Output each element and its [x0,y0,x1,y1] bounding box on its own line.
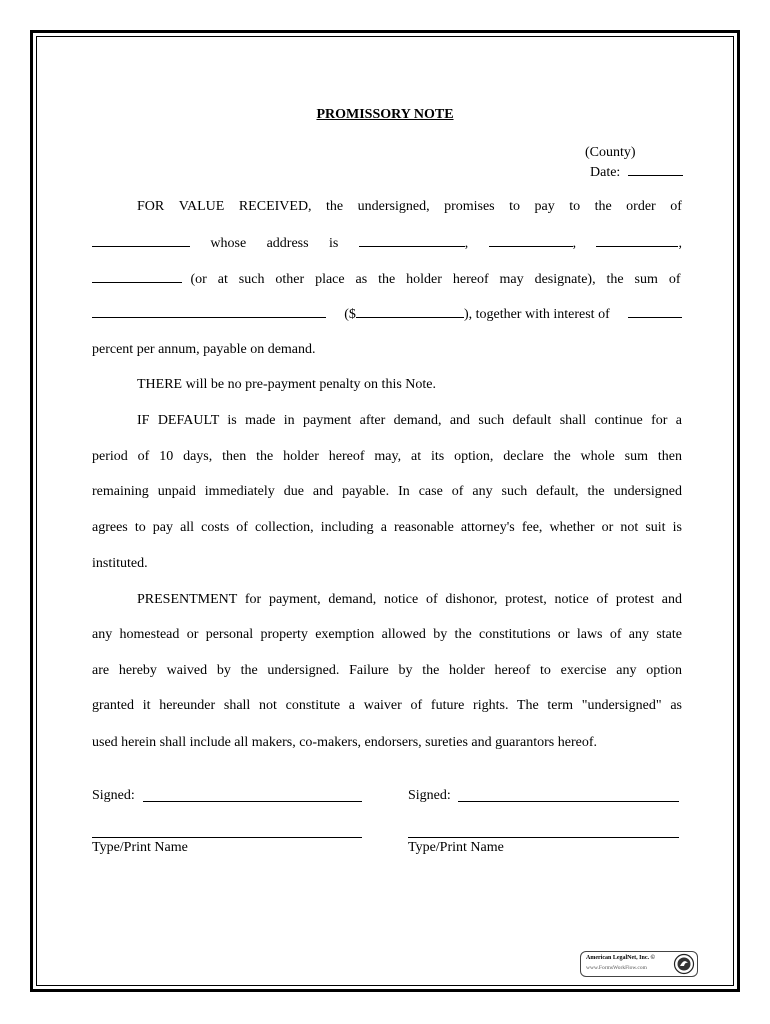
right-print-name-line[interactable] [408,837,679,838]
left-print-name-label: Type/Print Name [92,840,188,855]
county-label: (County) [585,145,636,160]
p3-line-3: remaining unpaid immediately due and payable. In case of any such default, the undersigned [92,484,682,499]
publisher-name: American LegalNet, Inc. © [586,955,655,961]
date-blank[interactable] [628,163,683,176]
p4-line-2: any homestead or personal property exemption allowed by the constitutions or laws of any state [92,627,682,642]
left-signed-label: Signed: [92,788,135,803]
p4-line-4: granted it hereunder shall not constitute a waiver of future rights. The term "undersigned" as [92,698,682,713]
sum-words-blank[interactable] [92,305,326,318]
publisher-badge [580,951,698,977]
date-field [590,163,683,181]
address-city-blank[interactable] [489,234,573,247]
p4-line-1: PRESENTMENT for payment, demand, notice of dishonor, protest, notice of protest and [137,592,682,607]
p3-line-5: instituted. [92,556,148,571]
address-zip-blank[interactable] [92,270,182,283]
payee-name-blank[interactable] [92,234,190,247]
publisher-logo-icon [673,953,695,975]
right-print-name-label: Type/Print Name [408,840,504,855]
p1-line-1: FOR VALUE RECEIVED, the undersigned, promises to pay to the order of [137,199,682,214]
left-print-name-line[interactable] [92,837,362,838]
address-street-blank[interactable] [359,234,465,247]
p4-line-3: are hereby waived by the undersigned. Failure by the holder hereof to exercise any option [92,663,682,678]
p1-line-3: (or at such other place as the holder hereof may designate), the sum of [92,270,682,288]
p1-line-2: whose address is , , , [92,234,682,252]
sum-amount-blank[interactable] [356,305,464,318]
document-title: PROMISSORY NOTE [316,107,454,122]
right-signed-label: Signed: [408,788,451,803]
right-signature-line[interactable] [458,801,679,802]
p1-line-4: ($ ), together with interest of [92,305,682,323]
address-state-blank[interactable] [596,234,678,247]
p2-line: THERE will be no pre-payment penalty on this Note. [137,377,436,392]
p3-line-2: period of 10 days, then the holder hereof may, at its option, declare the whole sum then [92,449,682,464]
p3-line-1: IF DEFAULT is made in payment after demand, and such default shall continue for a [137,413,682,428]
p4-line-5: used herein shall include all makers, co-makers, endorsers, sureties and guarantors hereof. [92,735,597,750]
p1-line-5: percent per annum, payable on demand. [92,342,316,357]
interest-rate-blank[interactable] [628,305,682,318]
date-label: Date: [590,165,621,180]
left-signature-line[interactable] [143,801,362,802]
p3-line-4: agrees to pay all costs of collection, including a reasonable attorney's fee, whether or not suit is [92,520,682,535]
publisher-url: www.FormsWorkFlow.com [586,965,647,971]
